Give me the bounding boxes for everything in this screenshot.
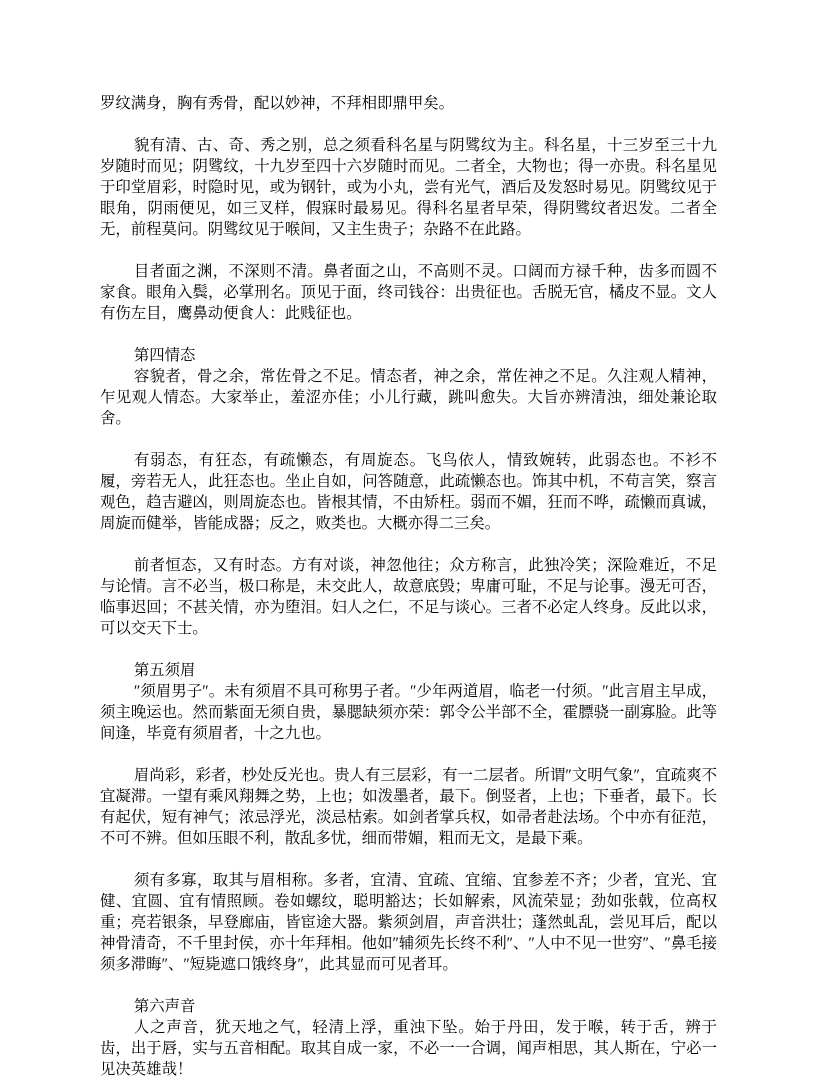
paragraph: 眉尚彩，彩者，杪处反光也。贵人有三层彩，有一二层者。所谓″文明气象″，宜疏爽不宜凝滞。一望有乘风翔舞之势，上也；如泼墨者，最下。倒竖者，上也；下垂者，最下。长有起伏，短有神气；浓忌浮光，淡忌枯索。如剑者掌兵权，如帚者赴法场。个中亦有征范，不可不辨。但如压眼不利，散乱多忧，细而带媚，粗而无文，是最下乘。	[100, 767, 717, 847]
paragraph: ″须眉男子″。未有须眉不具可称男子者。″少年两道眉，临老一付须。″此言眉主早成，须主晚运也。然而紫面无须自贵，暴腮缺须亦荣：郭令公半部不全，霍膘骁一副寡脸。此等间逢，毕竟有须眉者，十之九也。	[100, 683, 717, 742]
paragraph: 罗纹满身，胸有秀骨，配以妙神，不拜相即鼎甲矣。	[100, 95, 454, 112]
paragraph: 容貌者，骨之余，常佐骨之不足。情态者，神之余，常佐神之不足。久注观人精神，乍见观人情态。大家举止，羞涩亦佳；小儿行藏，跳叫愈失。大旨亦辨清浊，细处兼论取舍。	[100, 368, 717, 427]
paragraph: 前者恒态，又有时态。方有对谈，神忽他往；众方称言，此独冷笑；深险难近，不足与论情。言不必当，极口称是，未交此人，故意底毁；卑庸可耻，不足与论事。漫无可否，临事迟回；不甚关情，亦为堕泪。妇人之仁，不足与谈心。三者不必定人终身。反此以求，可以交天下士。	[100, 557, 717, 637]
paragraph: 有弱态，有狂态，有疏懒态，有周旋态。飞鸟依人，情致婉转，此弱态也。不衫不履，旁若无人，此狂态也。坐止自如，问答随意，此疏懒态也。饰其中机，不苟言笑，察言观色，趋吉避凶，则周旋态也。皆根其情，不由矫枉。弱而不媚，狂而不哗，疏懒而真诚，周旋而健举，皆能成器；反之，败类也。大概亦得二三矣。	[100, 452, 717, 532]
paragraph: 貌有清、古、奇、秀之别，总之须看科名星与阴骘纹为主。科名星，十三岁至三十九岁随时而见；阴骘纹，十九岁至四十六岁随时而见。二者全，大物也；得一亦贵。科名星见于印堂眉彩，时隐时见，或为钢针，或为小丸，尝有光气，酒后及发怒时易见。阴骘纹见于眼角，阴雨便见，如三叉样，假寐时最易见。得科名星者早荣，得阴骘纹者迟发。二者全无，前程莫问。阴骘纹见于喉间，又主生贵子；杂路不在此路。	[100, 137, 717, 238]
paragraph: 须有多寡，取其与眉相称。多者，宜清、宜疏、宜缩、宜参差不齐；少者，宜光、宜健、宜圆、宜有情照顾。卷如螺纹，聪明豁达；长如解索，风流荣显；劲如张戟，位高权重；亮若银条，早登廊庙，皆宦途大器。紫须剑眉，声音洪壮；蓬然虬乱，尝见耳后，配以神骨清奇，不千里封侯，亦十年拜相。他如″辅须先长终不利″、″人中不见一世穷″、″鼻毛接须多滞晦″、″短毙遮口饿终身″，此其显而可见者耳。	[100, 872, 717, 973]
paragraph: 目者面之渊，不深则不清。鼻者面之山，不高则不灵。口阔而方禄千种，齿多而圆不家食。眼角入鬓，必掌刑名。顶见于面，终司钱谷：出贵征也。舌脱无官，橘皮不显。文人有伤左目，鹰鼻动便食人：此贱征也。	[100, 263, 717, 322]
section-heading-qingtai: 第四情态	[133, 347, 196, 364]
section-heading-xumei: 第五须眉	[133, 662, 196, 679]
paragraph: 人之声音，犹天地之气，轻清上浮，重浊下坠。始于丹田，发于喉，转于舌，辨于齿，出于唇，实与五音相配。取其自成一家，不必一一合调，闻声相思，其人斯在，宁必一见决英雄哉！	[100, 1019, 717, 1078]
section-heading-shengyin: 第六声音	[133, 998, 196, 1015]
